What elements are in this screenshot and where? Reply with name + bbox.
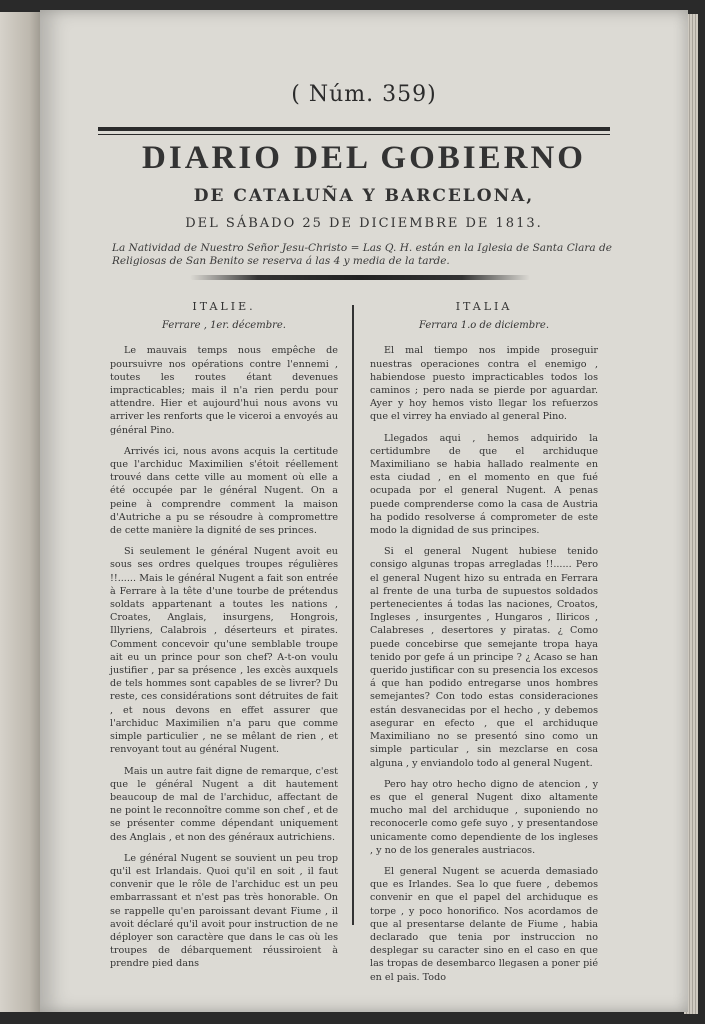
facing-page-edge	[0, 12, 42, 1012]
column-dateline: Ferrare , 1er. décembre.	[162, 320, 286, 332]
paragraph: Arrivés ici, nous avons acquis la certitude que l'archiduc Maximilien s'étoit réellement trouvé dans cette ville au moment où elle a été occupée par le général Nugent. On a peine à comprendre comment la maison d'Autriche a pu se résoudre à compromettre de cette manière la dignité de ses princes.	[110, 445, 338, 537]
paragraph: Pero hay otro hecho digno de atencion , y es que el general Nugent dixo altamente mucho mal del archiduque , suponiendo no reconocerle como gefe suyo , y presentandose unicamente como dependiente de los ingleses , y no de los generales austriacos.	[370, 778, 598, 856]
column-divider	[352, 305, 354, 925]
column-dateline: Ferrara 1.o de diciembre.	[418, 320, 550, 332]
newspaper-page	[40, 10, 688, 1012]
issue-number: ( Núm. 359)	[291, 82, 437, 107]
newspaper-title: DIARIO DEL GOBIERNO	[142, 140, 586, 176]
paragraph: El general Nugent se acuerda demasiado que es Irlandes. Sea lo que fuere , debemos convenir en que el papel del archiduque es torpe , y poco honorifico. Nos acordamos de que al presentarse delante de Fiume , habia declarado que tenia por instruccion no desplegar su caracter sino en el caso en que las tropas de desembarco llegasen a poner pié en el pais. Todo	[370, 865, 598, 983]
paragraph: Si seulement le général Nugent avoit eu sous ses ordres quelques troupes régulières !!...... Mais le général Nugent a fait son entrée à Ferrare à la tête d'une tourbe de prétendus soldats appartenant a toutes les nations , Croates, Anglais, insurgens, Hongrois, Illyriens, Calabrois , déserteurs et pirates. Comment concevoir qu'une semblable troupe ait eu un prince pour son chef? A-t-on voulu justifier , par sa présence , les excès auxquels de tels hommes sont capables de se livrer? Du reste, ces considérations sont détruites de fait , et nous devons en effet assurer que l'archiduc Maximilien n'a paru que comme simple particulier , ne se mêlant de rien , et renvoyant tout au général Nugent.	[110, 546, 338, 756]
paragraph: Le général Nugent se souvient un peu trop qu'il est Irlandais. Quoi qu'il en soit , il faut convenir que le rôle de l'archiduc est un peu embarrassant et n'est pas très honorable. On se rappelle qu'en paroissant devant Fiume , il avoit déclaré qu'il avoit pour instruction de ne déployer son caractère que dans le cas où les troupes de débarquement réussiroient à prendre pied dans	[110, 852, 338, 970]
header-rule-thick	[98, 127, 610, 131]
religious-notice: La Natividad de Nuestro Señor Jesu-Christo = Las Q. H. están en la Iglesia de Santa Clara de Religiosas de San Benito se reserva á las 4 y media de la tarde.	[112, 242, 612, 267]
column-heading: ITALIE.	[192, 300, 256, 313]
french-column	[110, 300, 338, 979]
paragraph: Mais un autre fait digne de remarque, c'est que le général Nugent a dit hautement beaucoup de mal de l'archiduc, affectant de ne point le reconnoître comme son chef , et de se présenter comme dépendant uniquement des Anglais , et non des généraux autrichiens.	[110, 765, 338, 843]
column-heading: ITALIA	[455, 300, 513, 313]
paragraph: Le mauvais temps nous empêche de poursuivre nos opérations contre l'ennemi , toutes les routes étant devenues impracticables; mais il n'a rien perdu pour attendre. Hier et aujourd'hui nous avons vu arriver les renforts que le viceroi a envoyés au général Pino.	[110, 345, 338, 436]
header-rule-thin	[98, 134, 610, 135]
issue-date: DEL SÁBADO 25 DE DICIEMBRE DE 1813.	[185, 216, 543, 231]
ornamental-rule	[190, 275, 530, 280]
spanish-column	[370, 300, 598, 992]
paragraph: Si el general Nugent hubiese tenido consigo algunas tropas arregladas !!...... Pero el general Nugent hizo su entrada en Ferrara al frente de una turba de supuestos soldados pertenecientes á todas las naciones, Croatos, Ingleses , insurgentes , Hungaros , Iliricos , Calabreses , desertores y piratas. ¿ Como puede concebirse que semejante tropa haya tenido por gefe á un principe ? ¿ Acaso se han querido justificar con su presencia los excesos á que han podido entregarse unos hombres semejantes? Con todo estas consideraciones están desvanecidas por el hecho , y debemos asegurar en efecto , que el archiduque Maximiliano no se presentó sino como un simple particular , sin mezclarse en cosa alguna , y enviandolo todo al general Nugent.	[370, 546, 598, 769]
newspaper-subtitle: DE CATALUÑA Y BARCELONA,	[193, 186, 535, 206]
paragraph: El mal tiempo nos impide proseguir nuestras operaciones contra el enemigo , habiendose puesto impracticables todos los caminos ; pero nada se pierde por aguardar. Ayer y hoy hemos visto llegar los refuerzos que el virrey ha enviado al general Pino.	[370, 345, 598, 423]
paragraph: Llegados aqui , hemos adquirido la certidumbre de que el archiduque Maximiliano se habia hallado realmente en esta ciudad , en el momento en que fué ocupada por el general Nugent. A penas puede comprenderse como la casa de Austria ha podido resolverse á comprometer de este modo la dignidad de sus principes.	[370, 432, 598, 537]
